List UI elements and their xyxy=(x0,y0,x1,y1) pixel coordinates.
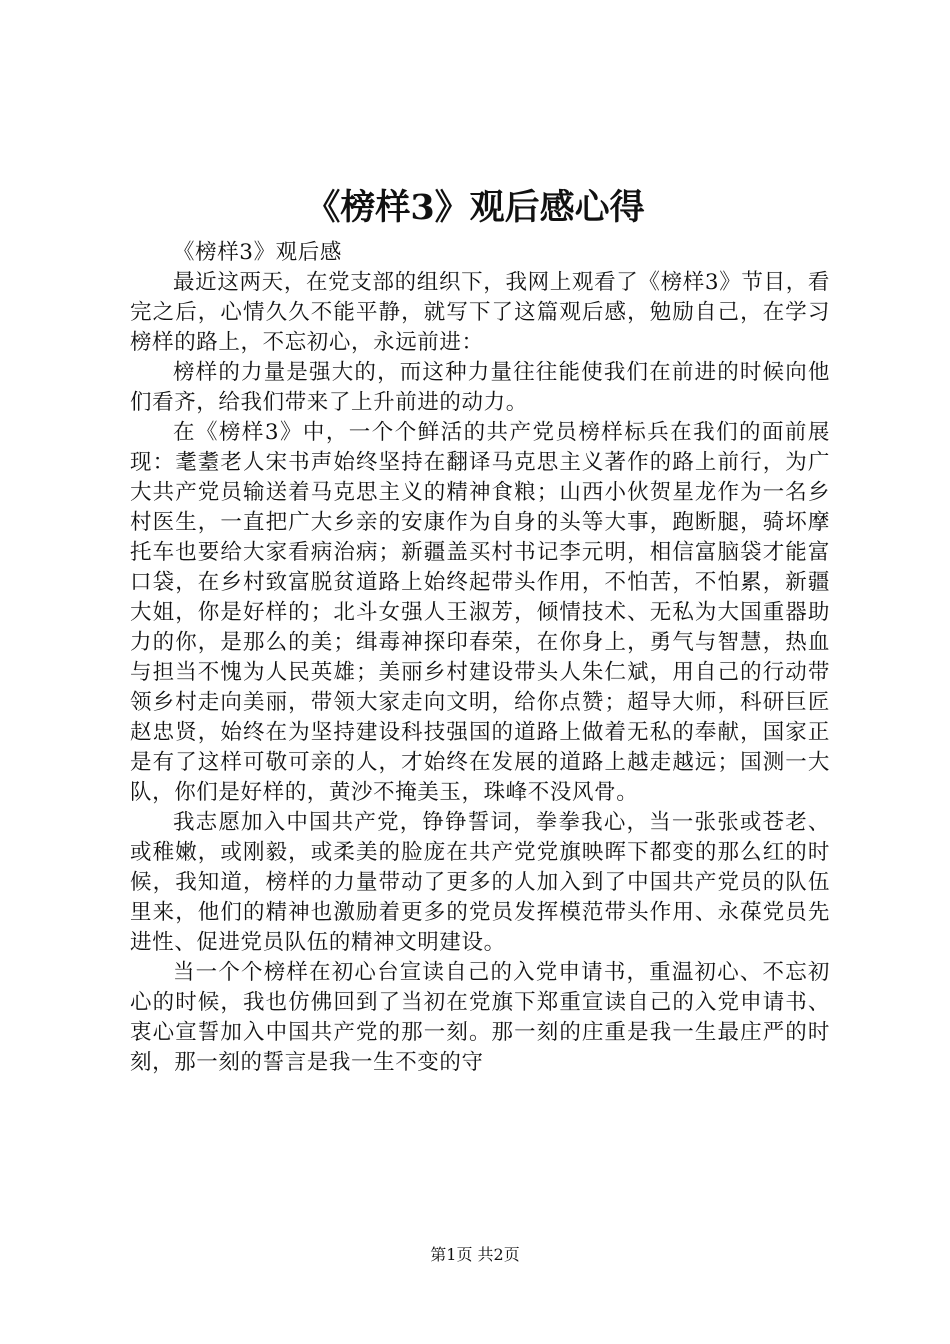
paragraph-examples: 在《榜样3》中，一个个鲜活的共产党员榜样标兵在我们的面前展现：耄耋老人宋书声始终坚持在翻译马克思主义著作的路上前行，为广大共产党员输送着马克思主义的精神食粮；山西小伙贺星龙作为一名乡村医生，一直把广大乡亲的安康作为自身的头等大事，跑断腿，骑坏摩托车也要给大家看病治病；新疆盖买村书记李元明，相信富脑袋才能富口袋，在乡村致富脱贫道路上始终起带头作用，不怕苦，不怕累，新疆大姐，你是好样的；北斗女强人王淑芳，倾情技术、无私为大国重器助力的你，是那么的美；缉毒神探印春荣，在你身上，勇气与智慧，热血与担当不愧为人民英雄；美丽乡村建设带头人朱仁斌，用自己的行动带领乡村走向美丽，带领大家走向文明，给你点赞；超导大师，科研巨匠赵忠贤，始终在为坚持建设科技强国的道路上做着无私的奉献，国家正是有了这样可敬可亲的人，才始终在发展的道路上越走越远；国测一大队，你们是好样的，黄沙不掩美玉，珠峰不没风骨。 xyxy=(130,420,830,805)
paragraph-subtitle: 《榜样3》观后感 xyxy=(173,240,342,265)
paragraph-power: 榜样的力量是强大的，而这种力量往往能使我们在前进的时候向他们看齐，给我们带来了上升前进的动力。 xyxy=(130,360,830,415)
page-footer: 第1页 共2页 xyxy=(430,1245,520,1264)
document-title: 《榜样3》观后感心得 xyxy=(305,187,645,228)
paragraph-oath: 我志愿加入中国共产党，铮铮誓词，拳拳我心，当一张张或苍老、或稚嫩，或刚毅，或柔美的脸庞在共产党党旗映晖下都变的那么红的时候，我知道，榜样的力量带动了更多的人加入到了中国共产党员的队伍里来，他们的精神也激励着更多的党员发挥模范带头作用、永葆党员先进性、促进党员队伍的精神文明建设。 xyxy=(130,810,830,955)
paragraph-intro: 最近这两天，在党支部的组织下，我网上观看了《榜样3》节目，看完之后，心情久久不能平静，就写下了这篇观后感，勉励自己，在学习榜样的路上，不忘初心，永远前进： xyxy=(130,270,830,355)
paragraph-reflection: 当一个个榜样在初心台宣读自己的入党申请书，重温初心、不忘初心的时候，我也仿佛回到了当初在党旗下郑重宣读自己的入党申请书、衷心宣誓加入中国共产党的那一刻。那一刻的庄重是我一生最庄严的时刻，那一刻的誓言是我一生不变的守 xyxy=(130,960,830,1075)
document-body xyxy=(130,238,830,1078)
